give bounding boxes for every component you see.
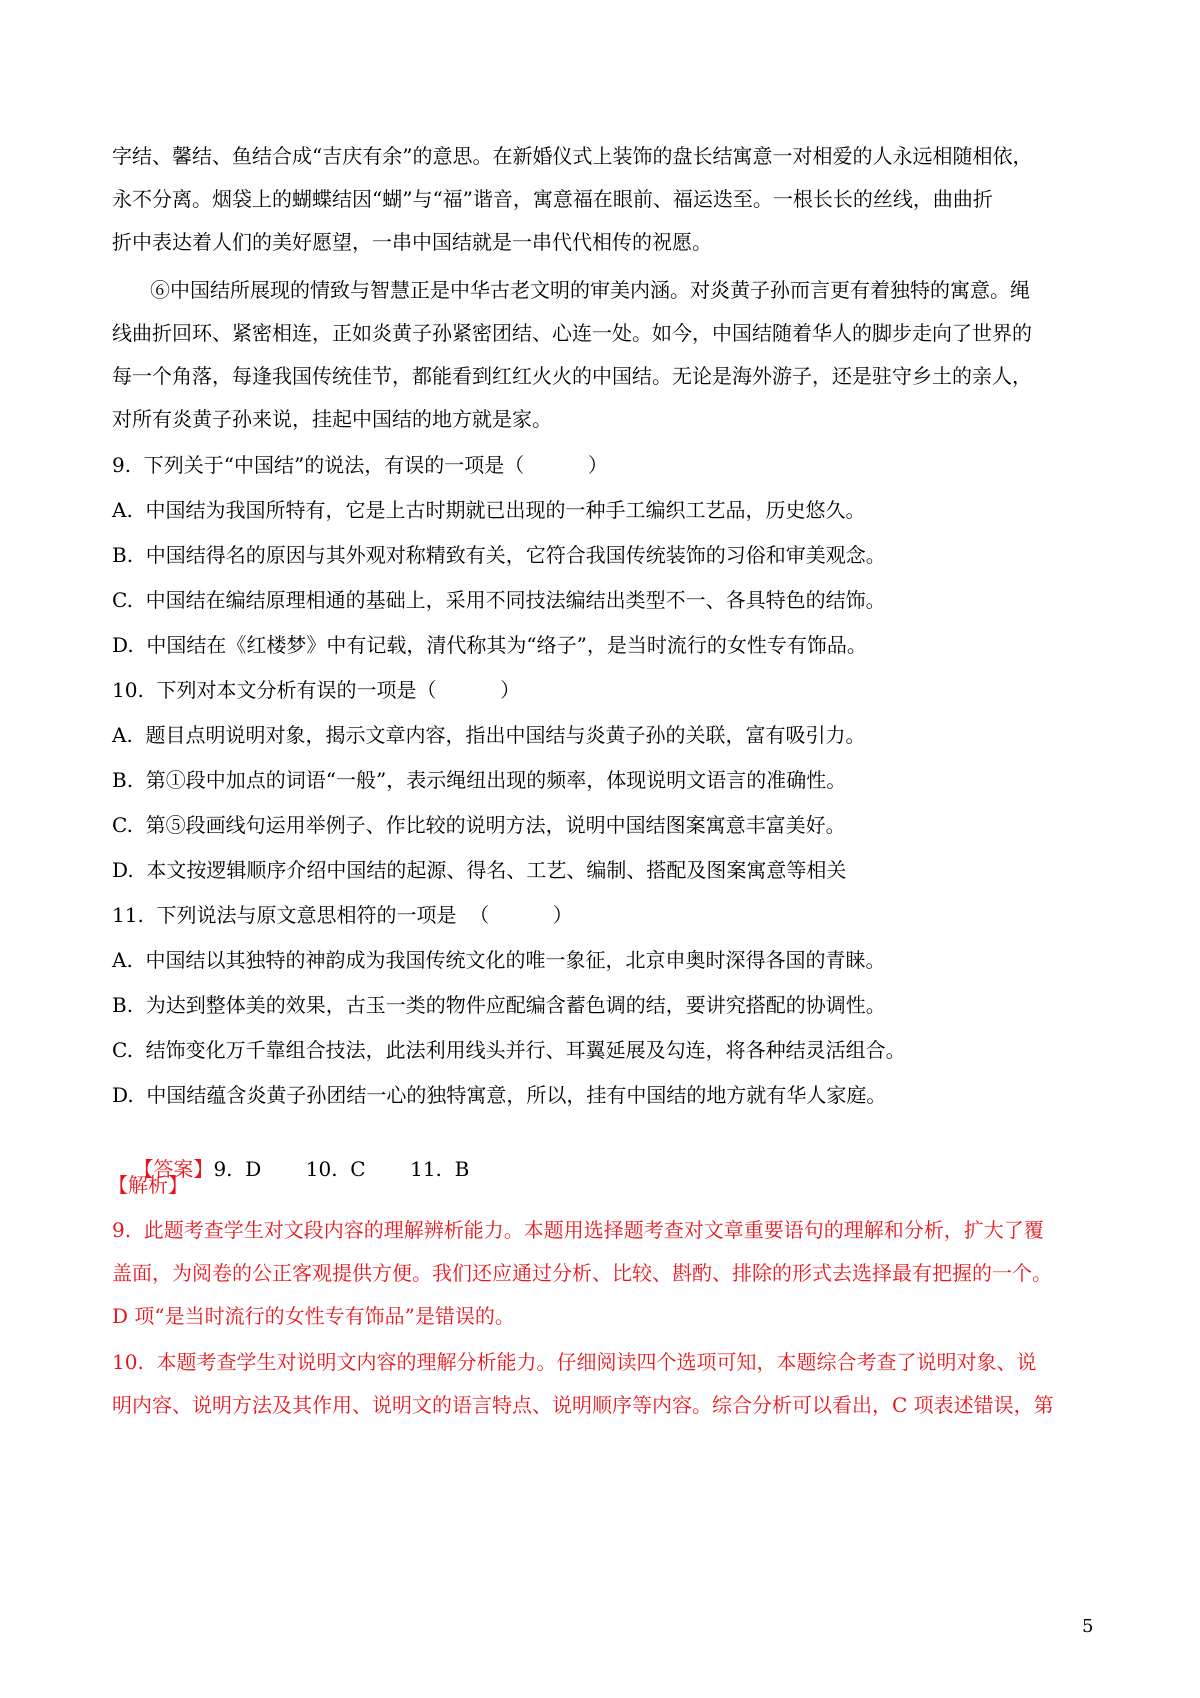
question-9-option-b: B. 中国结得名的原因与其外观对称精致有关，它符合我国传统装饰的习俗和审美观念。: [112, 543, 886, 567]
analysis-label: 【解析】: [108, 1173, 188, 1197]
analysis-10-line-2: 明内容、说明方法及其作用、说明文的语言特点、说明顺序等内容。综合分析可以看出，C 项表述错误，第: [112, 1393, 1054, 1417]
question-11-stem: 11. 下列说法与原文意思相符的一项是 （ ）: [112, 903, 573, 927]
question-9-stem: 9. 下列关于“中国结”的说法，有误的一项是（ ）: [112, 453, 608, 477]
question-11-option-c: C. 结饰变化万千靠组合技法，此法利用线头并行、耳翼延展及勾连，将各种结灵活组合。: [112, 1038, 906, 1062]
question-10-option-b: B. 第①段中加点的词语“一般”，表示绳纽出现的频率，体现说明文语言的准确性。: [112, 768, 847, 792]
page-number: 5: [1082, 1616, 1094, 1637]
question-11-option-d: D. 中国结蕴含炎黄子孙团结一心的独特寓意，所以，挂有中国结的地方就有华人家庭。: [112, 1083, 887, 1107]
passage-p5-line-3: 折中表达着人们的美好愿望，一串中国结就是一串代代相传的祝愿。: [112, 230, 712, 254]
passage-p6-line-4: 对所有炎黄子孙来说，挂起中国结的地方就是家。: [112, 407, 552, 431]
answer-text: 9. D 10. C 11. B: [213, 1157, 470, 1181]
passage-p5-line-2: 永不分离。烟袋上的蝴蝶结因“蝴”与“福”谐音，寓意福在眼前、福运迭至。一根长长的丝线，曲曲折: [112, 187, 993, 211]
analysis-9-line-3: D 项“是当时流行的女性专有饰品”是错误的。: [112, 1304, 515, 1328]
question-10-option-d: D. 本文按逻辑顺序介绍中国结的起源、得名、工艺、编制、搭配及图案寓意等相关: [112, 858, 847, 882]
question-9-option-c: C. 中国结在编结原理相通的基础上，采用不同技法编结出类型不一、各具特色的结饰。: [112, 588, 886, 612]
analysis-9-line-1: 9. 此题考查学生对文段内容的理解辨析能力。本题用选择题考查对文章重要语句的理解和分析，扩大了覆: [112, 1218, 1044, 1242]
answer-label: 【答案】: [133, 1157, 214, 1181]
question-10-option-a: A. 题目点明说明对象，揭示文章内容，指出中国结与炎黄子孙的关联，富有吸引力。: [112, 723, 866, 747]
passage-p5-line-1: 字结、馨结、鱼结合成“吉庆有余”的意思。在新婚仪式上装饰的盘长结寓意一对相爱的人永远相随相依，: [112, 144, 1033, 168]
question-9-option-d: D. 中国结在《红楼梦》中有记载，清代称其为“络子”，是当时流行的女性专有饰品。: [112, 633, 867, 657]
analysis-9-line-2: 盖面，为阅卷的公正客观提供方便。我们还应通过分析、比较、斟酌、排除的形式去选择最有把握的一个。: [112, 1261, 1052, 1285]
passage-p6-line-3: 每一个角落，每逢我国传统佳节，都能看到红红火火的中国结。无论是海外游子，还是驻守乡土的亲人，: [112, 364, 1032, 388]
passage-p6-line-1: ⑥中国结所展现的情致与智慧正是中华古老文明的审美内涵。对炎黄子孙而言更有着独特的寓意。绳: [150, 278, 1030, 302]
analysis-10-line-1: 10. 本题考查学生对说明文内容的理解分析能力。仔细阅读四个选项可知，本题综合考查了说明对象、说: [112, 1350, 1037, 1374]
question-9-option-a: A. 中国结为我国所特有，它是上古时期就已出现的一种手工编织工艺品，历史悠久。: [112, 498, 866, 522]
question-10-stem: 10. 下列对本文分析有误的一项是（ ）: [112, 678, 521, 702]
question-11-option-b: B. 为达到整体美的效果，古玉一类的物件应配编含蓄色调的结，要讲究搭配的协调性。: [112, 993, 886, 1017]
question-10-option-c: C. 第⑤段画线句运用举例子、作比较的说明方法，说明中国结图案寓意丰富美好。: [112, 813, 846, 837]
passage-p6-line-2: 线曲折回环、紧密相连，正如炎黄子孙紧密团结、心连一处。如今，中国结随着华人的脚步走向了世界的: [112, 321, 1032, 345]
question-11-option-a: A. 中国结以其独特的神韵成为我国传统文化的唯一象征，北京申奥时深得各国的青睐。: [112, 948, 886, 972]
